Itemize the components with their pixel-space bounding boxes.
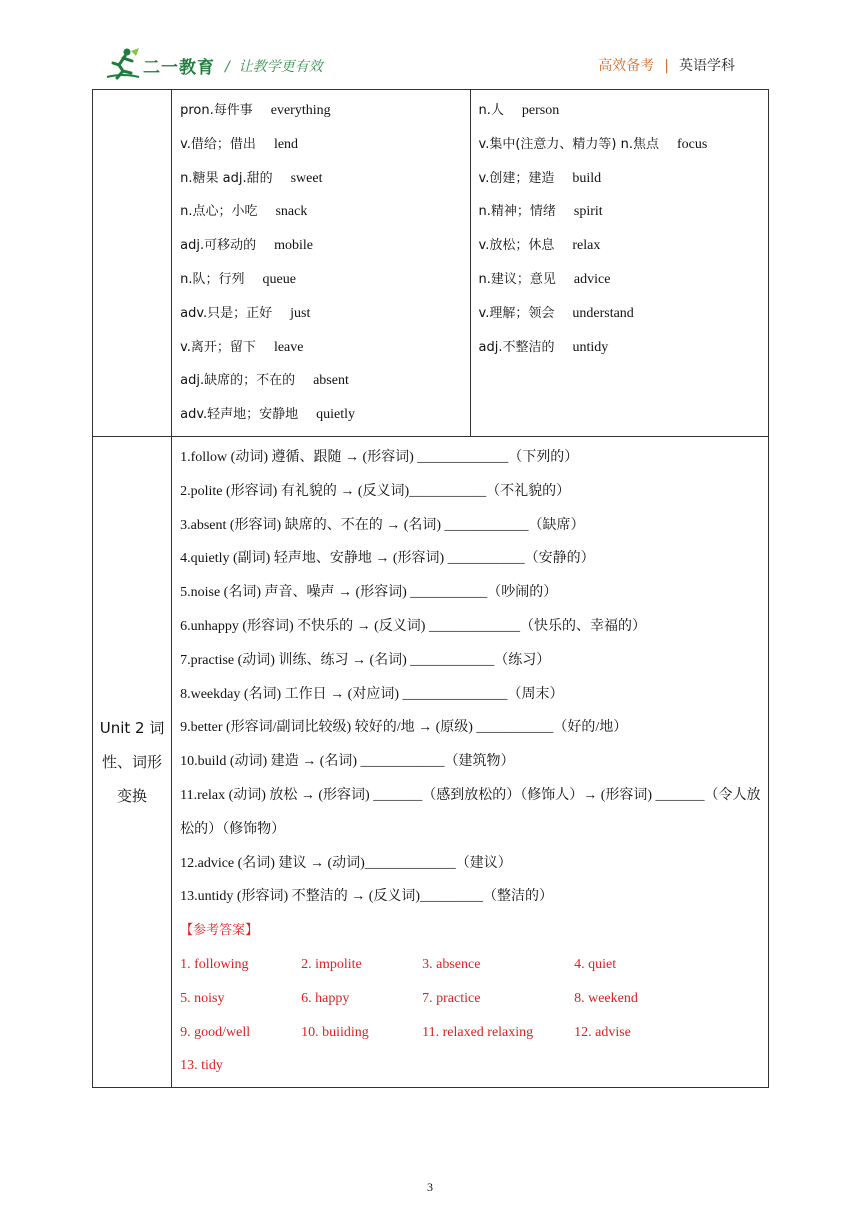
vocab-meaning: n.点心；小吃 — [180, 204, 258, 220]
vocab-entry — [479, 263, 760, 297]
header-subject — [598, 55, 735, 75]
exercise-item: 3.absent (形容词) 缺席的、不在的 → (名词) ____________（缺席） — [180, 517, 585, 533]
vocab-word: queue — [262, 271, 296, 287]
vocab-meaning: adv.只是；正好 — [180, 305, 273, 321]
answer-item: 8. weekend — [574, 990, 638, 1006]
vocab-meaning: v.创建；建造 — [478, 170, 555, 186]
vocab-entry — [180, 229, 461, 263]
vocab-meaning: adj.缺席的；不在的 — [180, 373, 296, 389]
vocab-meaning: v.集中(注意力、精力等) n.焦点 — [478, 136, 660, 152]
header-separator: | — [664, 58, 669, 74]
vocab-entry — [479, 297, 760, 331]
answer-item: 5. noisy — [180, 990, 225, 1006]
vocab-entry — [479, 94, 760, 128]
vocab-word: snack — [275, 204, 308, 220]
answer-title: 【参考答案】 — [180, 923, 259, 939]
vocab-word: sweet — [290, 170, 323, 186]
exercise-item: 5.noise (名词) 声音、噪声 → (形容词) ___________（吵闹的） — [180, 585, 558, 601]
vocab-meaning: v.放松；休息 — [478, 238, 555, 254]
answer-item: 2. impolite — [301, 956, 362, 972]
answer-row — [180, 948, 762, 982]
vocab-right-cell — [470, 90, 768, 437]
vocab-meaning: adv.轻声地；安静地 — [180, 407, 299, 423]
vocab-meaning: n.队；行列 — [180, 271, 245, 287]
vocab-word: lend — [273, 136, 299, 152]
answer-item: 6. happy — [301, 990, 350, 1006]
answer-row — [180, 1016, 762, 1050]
vocab-meaning: n.糖果 adj.甜的 — [180, 170, 273, 186]
vocab-word: advice — [573, 271, 611, 287]
runner-logo-icon — [105, 47, 141, 81]
exercise-item: 8.weekday (名词) 工作日 → (对应词) _______________（周末） — [180, 686, 564, 702]
vocab-entry — [180, 364, 461, 398]
vocab-word: everything — [270, 103, 331, 118]
vocab-meaning: n.建议；意见 — [478, 271, 556, 287]
vocab-entry — [479, 195, 760, 229]
vocab-entry — [479, 331, 760, 365]
exercise-item: 13.untidy (形容词) 不整洁的 → (反义词)_________（整洁的） — [180, 889, 554, 905]
vocab-left-cell — [172, 90, 470, 437]
exercise-item: 2.polite (形容词) 有礼貌的 → (反义词)___________（不礼貌的） — [180, 483, 571, 499]
vocab-entry — [180, 331, 461, 365]
exercise-item: 7.practise (动词) 训练、练习 → (名词) ____________（练习） — [180, 652, 551, 668]
vocab-meaning: adj.不整洁的 — [478, 339, 555, 355]
vocab-word: just — [290, 305, 311, 321]
vocab-word: focus — [677, 136, 708, 152]
vocab-meaning: v.借给；借出 — [180, 136, 256, 152]
exercise-item: 4.quietly (副词) 轻声地、安静地 → (形容词) ___________（安静的） — [180, 551, 595, 567]
answer-item: 1. following — [180, 956, 249, 972]
exercise-item: 12.advice (名词) 建议 → (动词)_____________（建议） — [180, 855, 512, 871]
vocab-entry — [180, 263, 461, 297]
header-subject-name: 英语学科 — [679, 58, 735, 74]
answer-item: 13. tidy — [180, 1058, 223, 1074]
answer-item: 7. practice — [422, 990, 481, 1006]
vocab-meaning: pron.每件事 — [180, 103, 253, 118]
answer-item: 10. buiiding — [301, 1024, 369, 1040]
vocab-word: quietly — [316, 407, 356, 423]
logo-text: 二一教育 — [143, 58, 215, 78]
exercise-item: 9.better (形容词/副词比较级) 较好的/地 → (原级) ___________（好的/地） — [180, 720, 628, 736]
logo — [105, 47, 325, 81]
answer-row — [180, 1049, 762, 1083]
answer-item: 9. good/well — [180, 1024, 251, 1040]
vocab-entry — [180, 94, 461, 128]
vocab-word: absent — [313, 373, 349, 389]
header-tagline: 高效备考 — [598, 58, 655, 74]
exercise-item: 6.unhappy (形容词) 不快乐的 → (反义词) _____________（快乐的、幸福的） — [180, 618, 646, 634]
vocab-meaning: v.离开；留下 — [180, 339, 256, 355]
vocab-entry — [180, 162, 461, 196]
vocab-meaning: n.人 — [478, 103, 504, 118]
vocab-entry — [479, 229, 760, 263]
vocab-word: spirit — [573, 204, 603, 220]
answer-item: 3. absence — [422, 956, 481, 972]
answer-item: 4. quiet — [574, 956, 617, 972]
page-number: 3 — [427, 1180, 433, 1194]
vocab-entry — [479, 128, 760, 162]
vocab-meaning: v.理解；领会 — [478, 305, 555, 321]
vocab-word: relax — [572, 238, 601, 254]
empty-label-cell — [93, 90, 172, 437]
exercise-item: 11.relax (动词) 放松 → (形容词) _______（感到放松的）（修饰人）→ (形容词) _______（令人放松的）（修饰物） — [180, 787, 761, 837]
vocab-word: untidy — [572, 339, 609, 355]
exercise-row — [93, 436, 769, 1087]
page-header — [0, 0, 860, 86]
vocab-row — [93, 90, 769, 437]
vocab-word: understand — [572, 305, 634, 321]
vocab-entry — [180, 297, 461, 331]
exercise-cell — [172, 436, 769, 1087]
exercise-item: 10.build (动词) 建造 → (名词) ____________（建筑物） — [180, 754, 515, 770]
answer-item: 11. relaxed relaxing — [422, 1024, 534, 1040]
logo-slogan: / 让教学更有效 — [225, 59, 323, 75]
vocab-meaning: n.精神；情绪 — [478, 204, 556, 220]
vocab-word: mobile — [274, 238, 313, 254]
answer-row — [180, 982, 762, 1016]
vocab-table — [92, 89, 769, 1088]
vocab-entry — [479, 162, 760, 196]
vocab-entry — [180, 398, 461, 432]
vocab-meaning: adj.可移动的 — [180, 238, 257, 254]
exercise-item: 1.follow (动词) 遵循、跟随 → (形容词) _____________（下列的） — [180, 449, 579, 465]
vocab-entry — [180, 128, 461, 162]
answer-item: 12. advise — [574, 1024, 631, 1040]
section-label: Unit 2 词性、词形变换 — [93, 436, 172, 1087]
vocab-word: build — [572, 170, 602, 186]
slogan-text: 让教学更有效 — [238, 59, 323, 75]
vocab-entry — [180, 195, 461, 229]
vocab-word: person — [521, 103, 560, 118]
vocab-word: leave — [273, 339, 304, 355]
